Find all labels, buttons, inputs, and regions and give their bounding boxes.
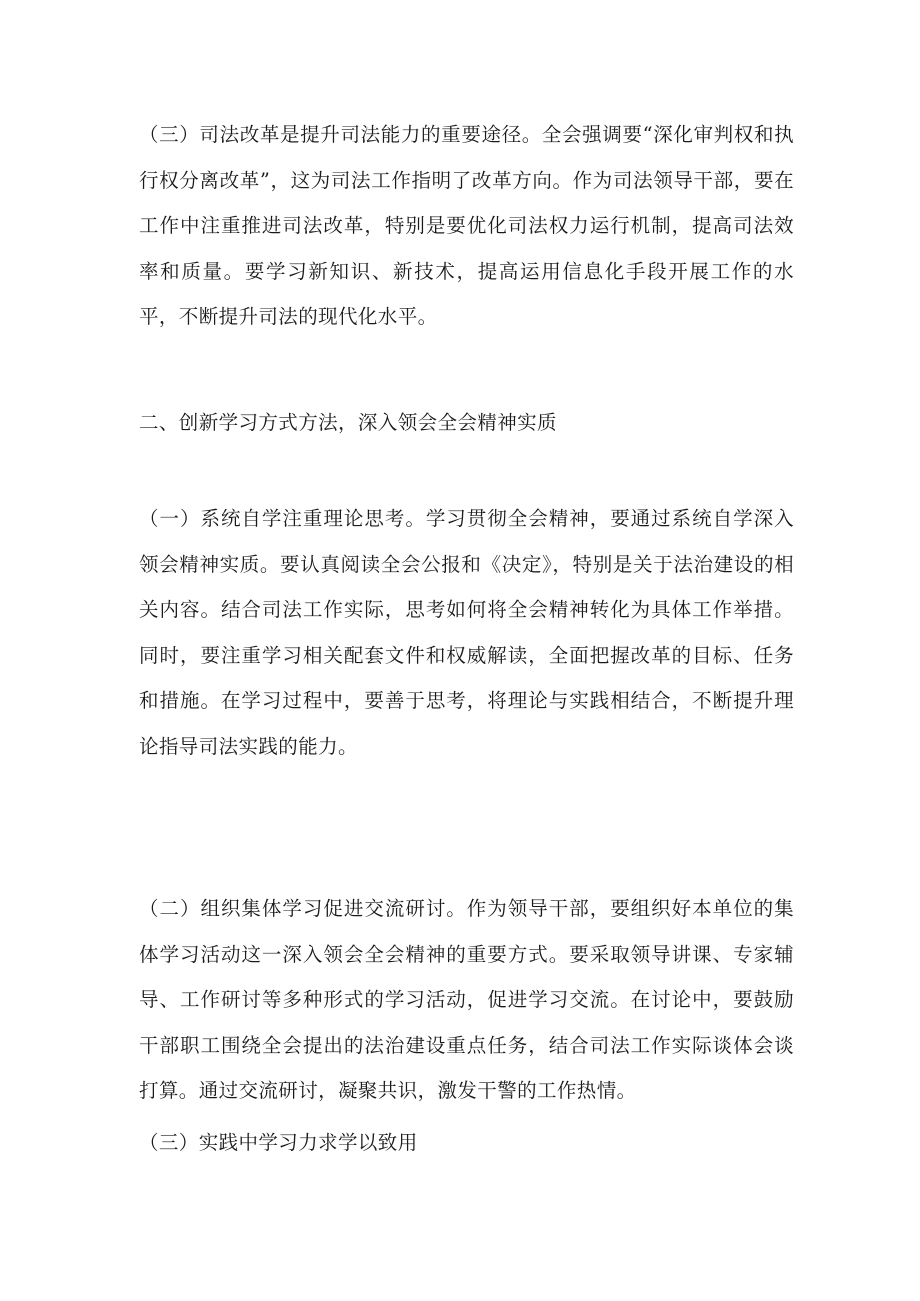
paragraph-self-study: （一）系统自学注重理论思考。学习贯彻全会精神，要通过系统自学深入领会精神实质。要认真阅读全会公报和《决定》，特别是关于法治建设的相关内容。结合司法工作实际，思考如何将全会精神转化为具体工作举措。同时，要注重学习相关配套文件和权威解读，全面把握改革的目标、任务和措施。在学习过程中，要善于思考，将理论与实践相结合，不断提升理论指导司法实践的能力。	[139, 507, 794, 758]
section-heading-two: 二、创新学习方式方法，深入领会全会精神实质	[139, 411, 557, 434]
subheading-practice-learning: （三）实践中学习力求学以致用	[139, 1131, 418, 1154]
paragraph-group-study: （二）组织集体学习促进交流研讨。作为领导干部，要组织好本单位的集体学习活动这一深入领会全会精神的重要方式。要采取领导讲课、专家辅导、工作研讨等多种形式的学习活动，促进学习交流。在讨论中，要鼓励干部职工围绕全会提出的法治建设重点任务，结合司法工作实际谈体会谈打算。通过交流研讨，凝聚共识，激发干警的工作热情。	[139, 897, 794, 1102]
paragraph-judicial-reform: （三）司法改革是提升司法能力的重要途径。全会强调要“深化审判权和执行权分离改革”，这为司法工作指明了改革方向。作为司法领导干部，要在工作中注重推进司法改革，特别是要优化司法权力运行机制，提高司法效率和质量。要学习新知识、新技术，提高运用信息化手段开展工作的水平，不断提升司法的现代化水平。	[139, 123, 794, 328]
